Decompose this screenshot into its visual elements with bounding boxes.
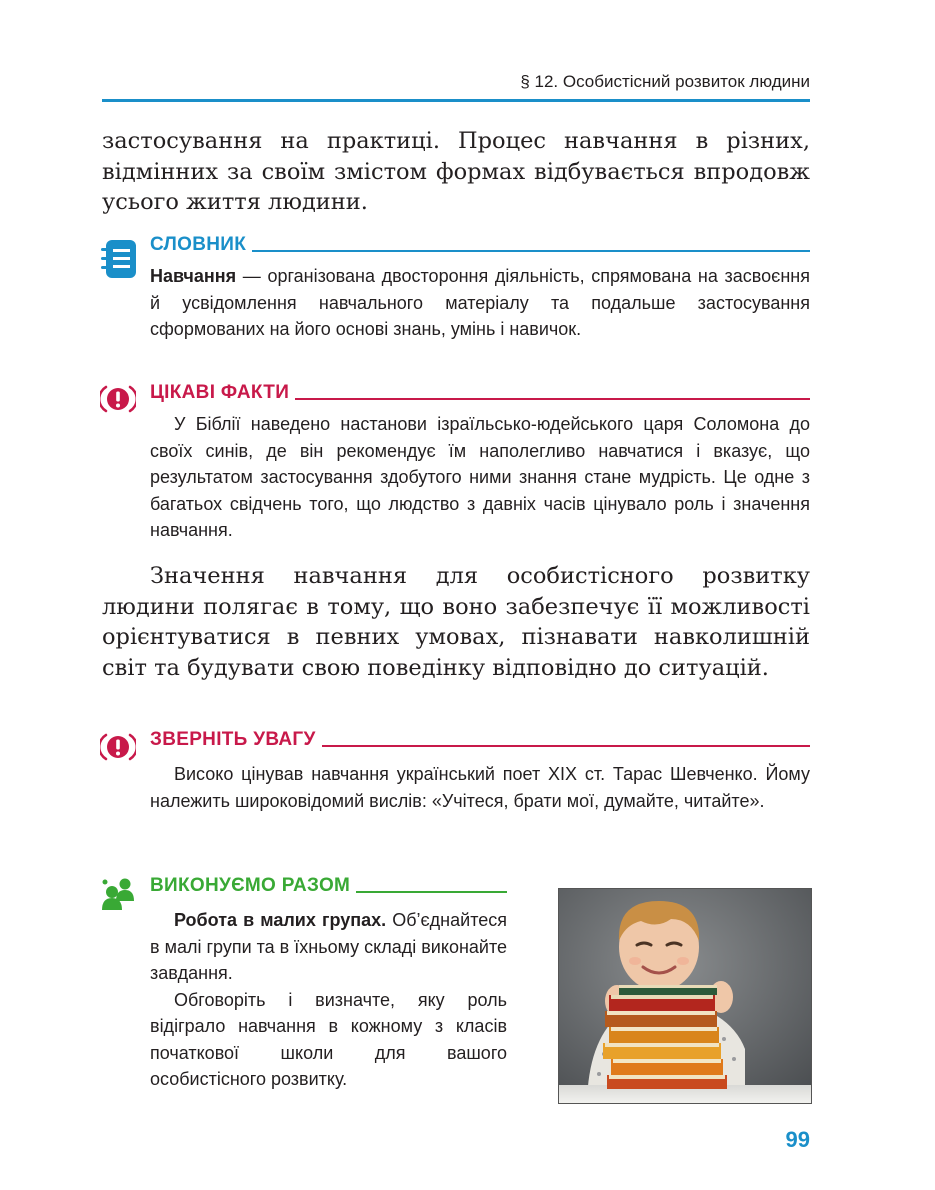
- facts-rule: [295, 398, 810, 400]
- dictionary-body: [150, 263, 810, 343]
- together-lead-rest: Об’єднайтеся в малі групи та в їхньому складі виконайте завдання.: [150, 910, 508, 983]
- together-header: [150, 873, 507, 897]
- dictionary-title: СЛОВНИК: [150, 234, 247, 255]
- main-paragraph: [102, 561, 810, 683]
- dictionary-definition: — організована двостороння діяльність, спрямована на засвоєння й усвідомлення навчального матеріалу та подальше застосування сформованих на його основі знань, умінь і навичок.: [150, 266, 810, 339]
- notebook-icon: [100, 239, 138, 284]
- boy-with-books-photo: [558, 888, 812, 1104]
- facts-text: У Біблії наведено настанови ізраїльсько-юдейського царя Соломона до своїх синів, де він рекомендує їм наполегливо навчатися і вказує, що результатом застосування здобутого ними знання стане мудрість. Це одне з багатьох свідчень того, що людство з давніх часів цінувало роль і значення навчання.: [150, 414, 810, 540]
- page-number: 99: [785, 1127, 810, 1152]
- intro-paragraph: [102, 126, 810, 218]
- group-icon: [100, 877, 138, 916]
- attention-title: ЗВЕРНІТЬ УВАГУ: [150, 729, 316, 750]
- together-body: [150, 907, 507, 1093]
- together-task: Обговоріть і визначте, яку роль відіграло навчання в кожному з класів початкової школи для вашого особистісного розвитку.: [150, 989, 507, 1089]
- facts-header: [150, 380, 810, 404]
- dictionary-term: Навчання: [150, 266, 237, 286]
- attention-body: [150, 761, 810, 814]
- together-title: ВИКОНУЄМО РАЗОМ: [150, 875, 351, 896]
- facts-title: ЦІКАВІ ФАКТИ: [150, 382, 290, 403]
- exclamation-icon: [100, 731, 136, 768]
- attention-rule: [322, 745, 810, 747]
- dictionary-rule: [252, 250, 810, 252]
- together-rule: [356, 891, 507, 893]
- together-bold-lead: Робота в малих групах.: [174, 910, 387, 930]
- exclamation-icon: [100, 383, 136, 420]
- intro-text: застосування на практиці. Процес навчання в різних, відмінних за своїм змістом формах відбувається впродовж усього життя людини.: [102, 128, 810, 215]
- facts-body: [150, 411, 810, 544]
- attention-text: Високо цінував навчання український поет ХІХ ст. Тарас Шевченко. Йому належить широковідомий вислів: «Учітеся, брати мої, думайте, читайте».: [150, 764, 810, 811]
- dictionary-header: [150, 232, 810, 256]
- header-rule: [102, 99, 810, 102]
- main-paragraph-text: Значення навчання для особистісного розвитку людини полягає в тому, що воно забезпечує її можливості орієнтуватися в певних умовах, пізнавати навколишній світ та будувати свою поведінку відповідно до ситуацій.: [102, 563, 810, 681]
- attention-header: [150, 727, 810, 751]
- running-head: § 12. Особистісний розвиток людини: [520, 72, 810, 91]
